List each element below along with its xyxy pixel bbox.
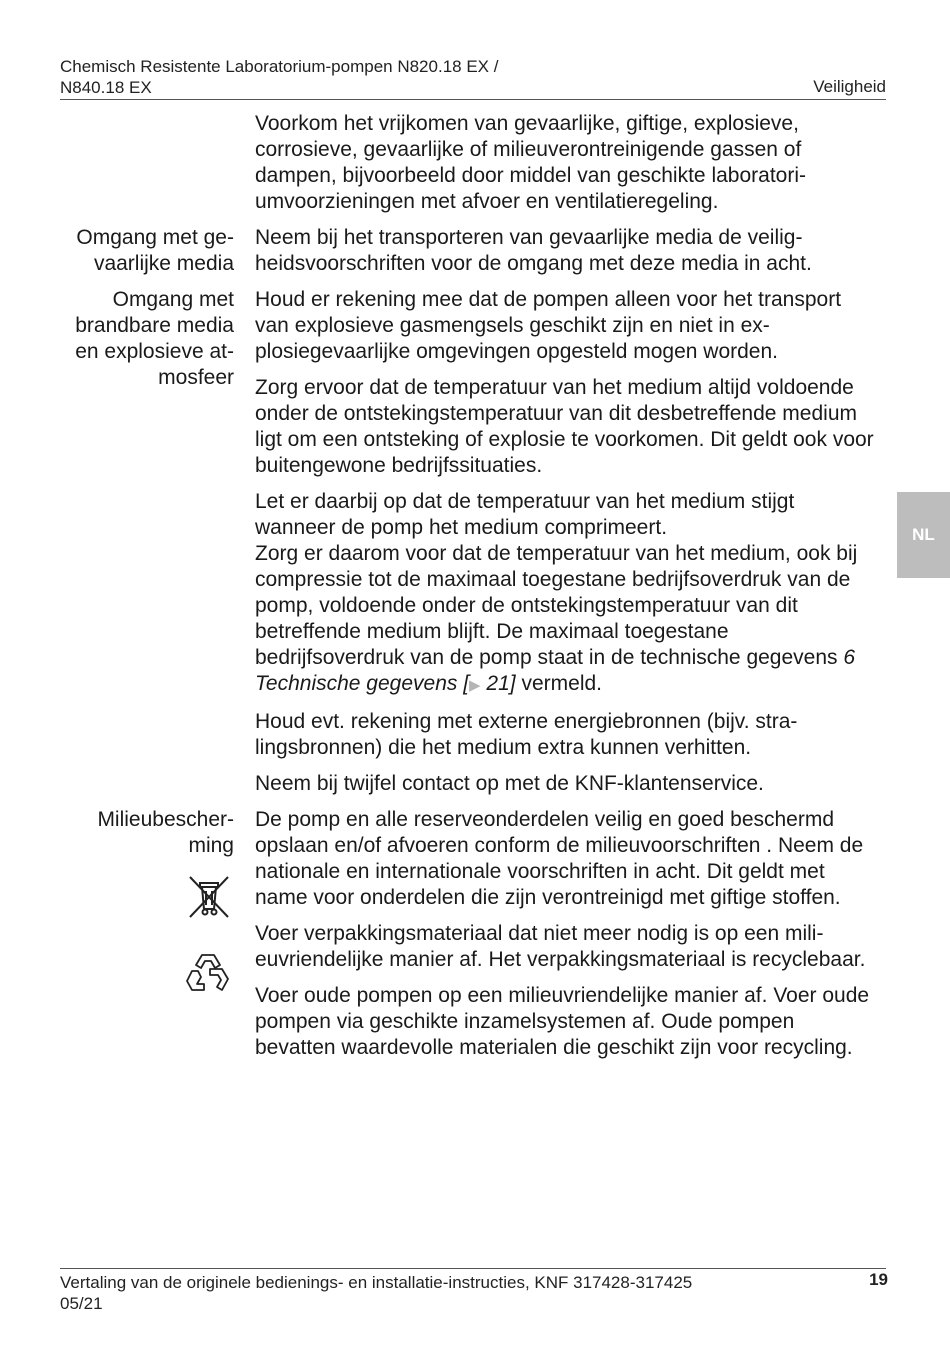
environment-paragraph-2: Voer verpakkingsmateriaal dat niet meer nodig is op een milieuvriendelijke manier af. Het verpakkingsmateriaal is recyclebaar. [255, 922, 866, 971]
language-tab: NL [897, 492, 950, 578]
environment-paragraph-3: Voer oude pompen op een milieuvriendelijke manier af. Voer oude pompen via geschikte inzamelsystemen af. Oude pompen bevatten waardevolle materialen die geschikt zijn voor recycling. [255, 984, 870, 1059]
flammable-paragraph-2: Zorg ervoor dat de temperatuur van het medium altijd voldoende onder de ontstekingstemperatuur van dit desbetreffende medium ligt om een ontsteking of explosie te voorkomen. Dit geldt ook voor buitengewone bedrijfssituaties. [255, 376, 874, 477]
environment-label: Milieubescherming [97, 808, 234, 857]
flammable-media-row [60, 287, 880, 807]
hazardous-media-label: Omgang met gevaarlijke media [76, 226, 234, 275]
recycle-icon [184, 949, 232, 997]
footer-text [60, 1272, 820, 1314]
footer-text-line2: 05/21 [60, 1294, 103, 1313]
environment-row [60, 807, 880, 1071]
flammable-paragraph-3 [255, 489, 880, 699]
flammable-paragraph-1: Houd er rekening mee dat de pompen alleen voor het transport van explosieve gasmengsels geschikt zijn en niet in explosiegevaarlijke omgevingen opgesteld mogen worden. [255, 288, 842, 363]
document-title-line2: N840.18 EX [60, 78, 152, 97]
section-name: Veiligheid [813, 77, 886, 96]
intro-label [60, 111, 234, 225]
flammable-media-label: Omgang met brandbare media en explosieve atmosfeer [75, 288, 234, 389]
flammable-paragraph-5: Neem bij twijfel contact op met de KNF-klantenservice. [255, 772, 764, 795]
page-content [60, 111, 880, 1071]
flammable-paragraph-3-end: vermeld. [521, 672, 602, 695]
intro-row [60, 111, 880, 225]
page-ref-arrow-icon: ▶ [469, 677, 481, 694]
document-title [60, 56, 620, 98]
technical-data-link-page: 21] [480, 672, 516, 695]
flammable-paragraph-4: Houd evt. rekening met externe energiebronnen (bijv. stralingsbronnen) die het medium extra kunnen verhitten. [255, 710, 798, 759]
flammable-paragraph-3a: Let er daarbij op dat de temperatuur van het medium stijgt wanneer de pomp het medium comprimeert. [255, 490, 795, 539]
header-divider [60, 99, 886, 100]
footer-divider [60, 1268, 886, 1269]
hazardous-media-paragraph: Neem bij het transporteren van gevaarlijke media de veiligheidsvoorschriften voor de omgang met deze media in acht. [255, 226, 812, 275]
page-number: 19 [869, 1270, 888, 1289]
flammable-paragraph-3b: Zorg er daarom voor dat de temperatuur van het medium, ook bij compressie tot de maximaal toegestane bedrijfsoverdruk van de pomp, voldoende onder de ontstekingstemperatuur van dit betreffende medium blijft. De maximaal toegestane bedrijfsoverdruk van de pomp staat in de technische gegevens [255, 542, 858, 669]
technical-data-link-text: 6 Technische gegevens [ [255, 646, 856, 695]
document-title-line1: Chemisch Resistente Laboratorium-pompen N820.18 EX / [60, 57, 499, 76]
intro-paragraph: Voorkom het vrijkomen van gevaarlijke, giftige, explosieve, corrosieve, gevaarlijke of milieuverontreinigende gassen of dampen, bijvoorbeeld door middel van geschikte laboratoriumvoorzieningen met afvoer en ventilatieregeling. [255, 112, 806, 213]
environment-paragraph-1: De pomp en alle reserveonderdelen veilig en goed beschermd opslaan en/of afvoeren conform de milieuvoorschriften . Neem de nationale en internationale voorschriften in acht. Dit geldt met name voor onderdelen die zijn verontreinigd met giftige stoffen. [255, 808, 864, 909]
hazardous-media-row [60, 225, 880, 287]
crossed-out-bin-icon [186, 873, 232, 921]
footer-text-line1: Vertaling van de originele bedienings- en installatie-instructies, KNF 317428-317425 [60, 1273, 693, 1292]
